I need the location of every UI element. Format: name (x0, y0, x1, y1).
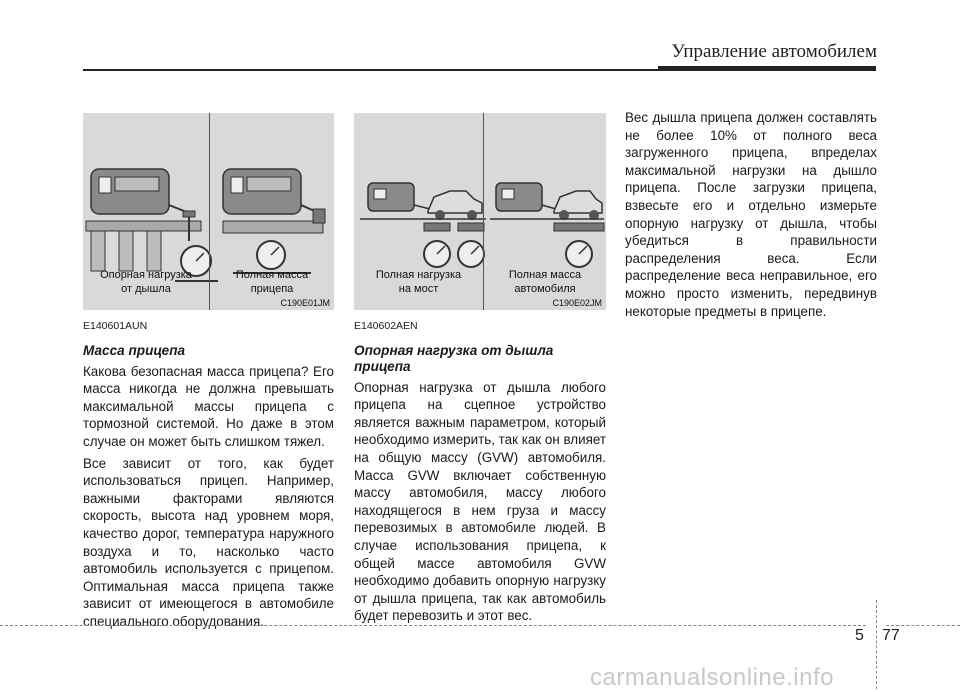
caption-line: Опорная нагрузка (100, 269, 192, 281)
doc-code: E140601AUN (83, 320, 148, 332)
doc-code: E140602AEN (354, 320, 418, 332)
caption-line: автомобиля (514, 283, 576, 295)
footer-divider (876, 600, 877, 689)
paragraph: Вес дышла прицепа должен составлять не более 10% от полного веса загруженного прицепа, впределах максимальной нагрузки на дышло прицепа. После загрузки прицепа, взвесьте его и отдельно измерьте опорную нагрузку от дышла, чтобы убедиться в правильности распределения веса. Если распределение веса неправильное, его можно просто изменить, передвинув некоторые предметы в прицепе. (625, 110, 877, 319)
caption-line: от дышла (121, 283, 171, 295)
caption-line: на мост (398, 283, 439, 295)
caption-line: прицепа (250, 283, 294, 295)
figure-caption-left (354, 268, 483, 296)
figure-trailer-weight (83, 113, 334, 310)
figure-caption-right (210, 268, 334, 296)
figure-vehicle-weight (354, 113, 606, 310)
column-tongue-load (354, 318, 606, 629)
figure-code: C190E01JM (280, 298, 330, 308)
paragraph: Все зависит от того, как будет использоваться прицеп. Например, важными факторами являются скорость, высота над уровнем моря, качество дорог, температура наружного воздуха и то, насколько часто автомобиль используется с прицепом. Оптимальная масса прицепа также зависит от имеющегося в автомобиле специального оборудования. (83, 455, 334, 629)
figure-code: C190E02JM (552, 298, 602, 308)
figure-caption-right (484, 268, 606, 296)
watermark: carmanualsonline.info (590, 664, 834, 691)
caption-line: Полная нагрузка (375, 269, 462, 281)
figure-caption-left (83, 268, 209, 296)
vehicle-weighing-illustration (354, 113, 606, 283)
section-title: Управление автомобилем (671, 41, 877, 62)
header-rule-accent (658, 66, 876, 71)
chapter-number: 5 (855, 627, 864, 644)
column-tongue-weight-limit (625, 109, 877, 324)
caption-line: Полная масса (508, 269, 582, 281)
column-trailer-mass (83, 318, 334, 635)
footer-rule (886, 625, 960, 626)
caption-line: Полная масса (235, 269, 309, 281)
paragraph: Какова безопасная масса прицепа? Его масса никогда не должна превышать максимальной массы прицепа с тормозной системой. Но даже в этом случае он может быть слишком тяжел. (83, 363, 334, 449)
section-heading: Масса прицепа (83, 342, 186, 358)
paragraph: Опорная нагрузка от дышла любого прицепа на сцепное устройство является важным параметром, который необходимо измерить, так как он влияет на общую массу (GVW) автомобиля. Масса GVW включает собственную массу автомобиля, массу любого находящегося в нем груза и массу перевозимых в автомобиле людей. В случае использования прицепа, к общей массе автомобиля GVW необходимо добавить опорную нагрузку от дышла прицепа, так как автомобиль будет перевозить и этот вес. (354, 379, 606, 624)
footer-rule (0, 625, 866, 626)
page-number: 77 (882, 627, 900, 644)
section-heading: Опорная нагрузка от дышла прицепа (354, 342, 554, 374)
